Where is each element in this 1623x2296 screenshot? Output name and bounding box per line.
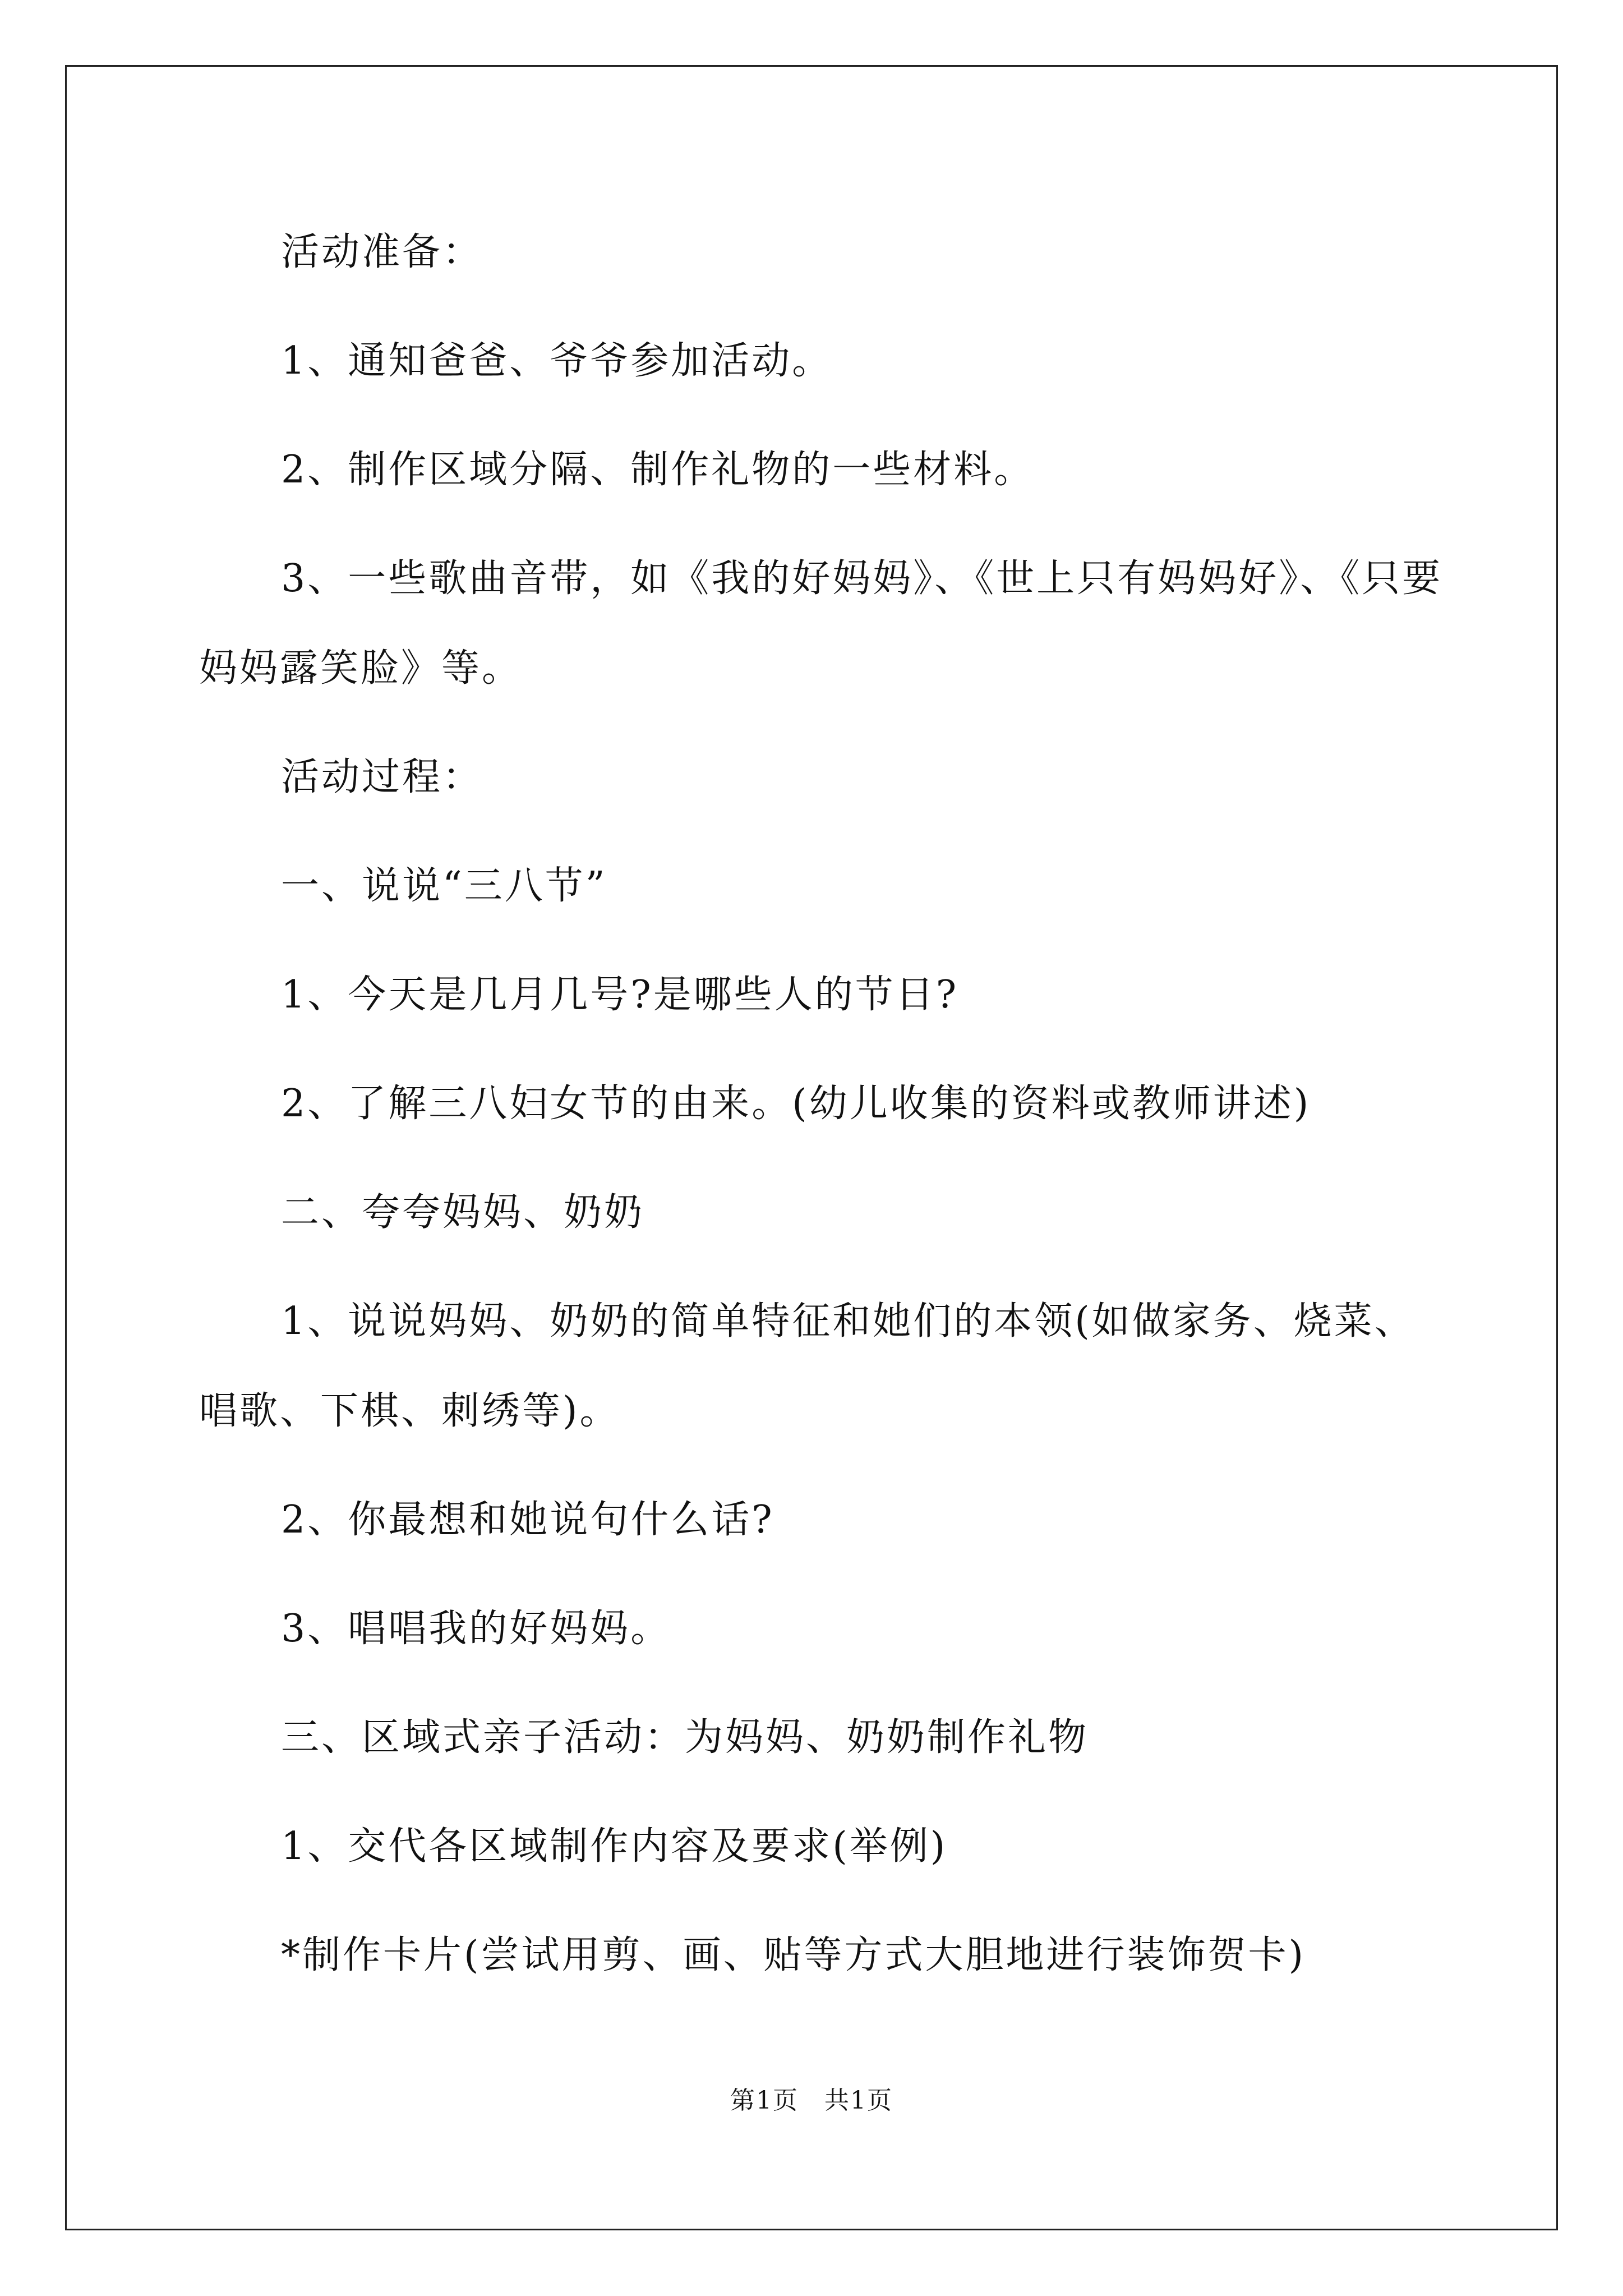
paragraph: 2、了解三八妇女节的由来。(幼儿收集的资料或教师讲述): [281, 1082, 1311, 1126]
paragraph: 1、今天是几月几号?是哪些人的节日?: [281, 973, 959, 1017]
paragraph: 3、一些歌曲音带，如《我的好妈妈》、《世上只有妈妈好》、《只要: [281, 556, 1443, 601]
paragraph: 1、说说妈妈、奶奶的简单特征和她们的本领(如做家务、烧菜、: [281, 1299, 1415, 1343]
section-heading-process: 活动过程：: [281, 755, 483, 799]
subsection-heading: 一、说说“三八节”: [281, 864, 607, 908]
paragraph: *制作卡片(尝试用剪、画、贴等方式大胆地进行装饰贺卡): [281, 1933, 1306, 1977]
document-body: [199, 224, 1467, 2036]
subsection-heading: 二、夸夸妈妈、奶奶: [281, 1190, 645, 1235]
paragraph: 1、通知爸爸、爷爷参加活动。: [281, 339, 833, 383]
paragraph: 3、唱唱我的好妈妈。: [281, 1607, 671, 1651]
paragraph-continuation: 妈妈露笑脸》等。: [199, 646, 523, 691]
section-heading-preparation: 活动准备：: [281, 230, 483, 274]
page-footer: 第1页 共1页: [730, 2086, 893, 2115]
paragraph: 2、你最想和她说句什么话?: [281, 1498, 774, 1542]
paragraph: 1、交代各区域制作内容及要求(举例): [281, 1824, 948, 1869]
paragraph-continuation: 唱歌、下棋、刺绣等)。: [199, 1389, 620, 1433]
subsection-heading: 三、区域式亲子活动：为妈妈、奶奶制作礼物: [281, 1715, 1089, 1760]
paragraph: 2、制作区域分隔、制作礼物的一些材料。: [281, 448, 1035, 492]
